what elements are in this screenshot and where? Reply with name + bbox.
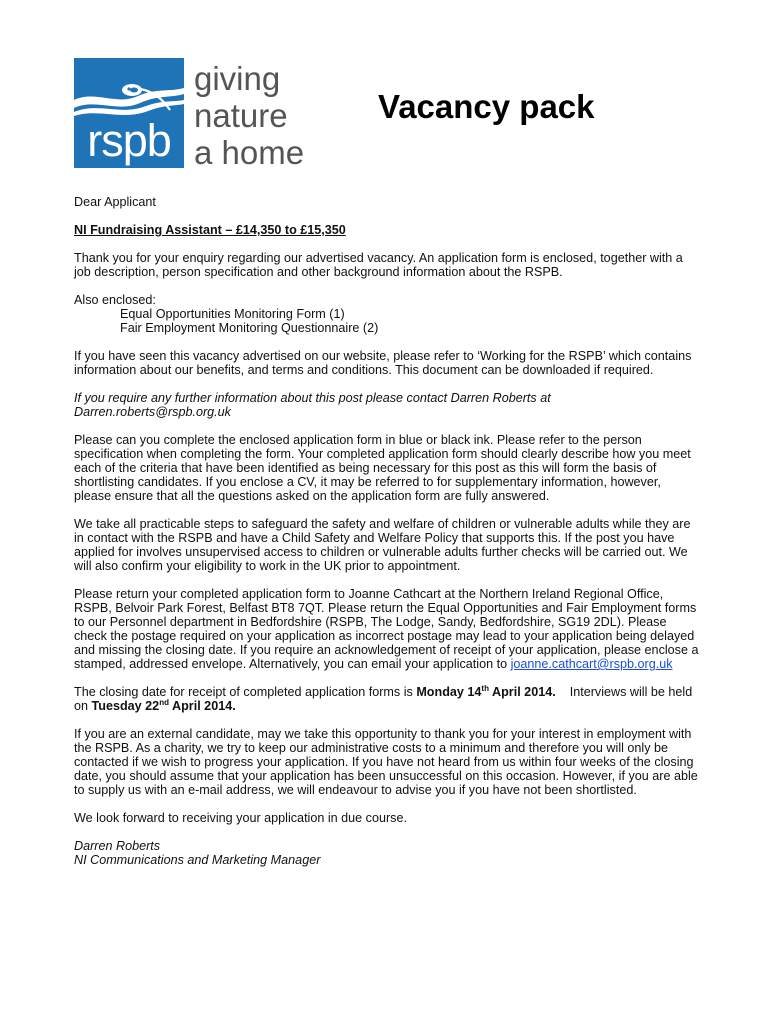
- enclosed-heading: Also enclosed:: [74, 293, 156, 307]
- paragraph-external: If you are an external candidate, may we take this opportunity to thank you for your interest in employment with the RSPB. As a charity, we try to keep our administrative costs to a minimum and therefore you will only be contacted if we wish to progress your application. If you have not heard from us within four weeks of the closing date, you should assume that your application has been unsuccessful on this occasion. However, if you are able to supply us with an e-mail address, we will endeavour to advise you if you have not been shortlisted.: [74, 727, 698, 797]
- closing-mid: Interviews will be held on: [74, 685, 696, 713]
- post-title: NI Fundraising Assistant – £14,350 to £15,350: [74, 223, 346, 237]
- enclosures: [74, 293, 700, 335]
- closing-date: Monday 14th April 2014.: [416, 684, 556, 699]
- paragraph-return: [74, 587, 700, 671]
- contact-line: If you require any further information about this post please contact Darren Roberts at: [74, 391, 551, 405]
- tagline-line: giving: [194, 60, 281, 97]
- paragraph-website: If you have seen this vacancy advertised on our website, please refer to ‘Working for the RSPB’ which contains information about our benefits, and terms and conditions. This document can be downloaded if required.: [74, 349, 692, 377]
- logo-tagline: [194, 60, 304, 171]
- signature-name: Darren Roberts: [74, 839, 161, 853]
- enclosed-item: Equal Opportunities Monitoring Form (1): [120, 307, 345, 321]
- return-text: Please return your completed application form to Joanne Cathcart at the Northern Ireland Regional Office, RSPB, Belvoir Park Forest, Belfast BT8 7QT. Please return the Equal Opportunities and Fair Employment forms to our Personnel department in Bedfordshire (RSPB, The Lodge, Sandy, Bedfordshire, SG19 2DL). Please check the postage required on your application as incorrect postage may lead to your application being delayed and missing the closing date. If you require an acknowledgement of receipt of your application, please enclose a stamped, addressed envelope. Alternatively, you can email your application to: [74, 587, 699, 671]
- paragraph-closing: We look forward to receiving your application in due course.: [74, 811, 407, 825]
- contact-info: [74, 391, 700, 419]
- signature-title: NI Communications and Marketing Manager: [74, 853, 321, 867]
- enclosed-item: Fair Employment Monitoring Questionnaire (2): [120, 321, 379, 335]
- logo-wordmark: rspb: [87, 115, 171, 166]
- closing-intro: The closing date for receipt of completed application forms is: [74, 685, 417, 699]
- paragraph-safeguarding: We take all practicable steps to safeguard the safety and welfare of children or vulnerable adults while they are in contact with the RSPB and have a Child Safety and Welfare Policy that supports this. If the post you have applied for involves unsupervised access to children or vulnerable adults further checks will be carried out. We will also confirm your eligibility to work in the UK prior to appointment.: [74, 517, 691, 573]
- tagline-line: a home: [194, 134, 305, 171]
- paragraph-instructions: Please can you complete the enclosed application form in blue or black ink. Please refer to the person specification when completing the form. Your completed application form should clearly describe how you meet each of the criteria that have been identified as being necessary for this post as this will form the basis of shortlisting candidates. If you enclose a CV, it may be referred to for supplementary information, however, please ensure that all the questions asked on the application form are fully answered.: [74, 433, 691, 503]
- interview-date: Tuesday 22nd April 2014.: [91, 698, 236, 713]
- letter-body: [74, 195, 700, 881]
- contact-email[interactable]: Darren.roberts@rspb.org.uk: [74, 405, 231, 419]
- signature: [74, 839, 700, 867]
- tagline-line: nature: [194, 97, 288, 134]
- return-email-link[interactable]: joanne.cathcart@rspb.org.uk: [510, 657, 673, 671]
- page-title: Vacancy pack: [378, 88, 595, 125]
- salutation: Dear Applicant: [74, 195, 156, 209]
- paragraph-intro: Thank you for your enquiry regarding our advertised vacancy. An application form is enclosed, together with a job description, person specification and other background information about the RSPB.: [74, 251, 683, 279]
- rspb-logo: [74, 58, 314, 170]
- paragraph-closing-date: [74, 685, 700, 713]
- logo-emblem: [74, 58, 184, 168]
